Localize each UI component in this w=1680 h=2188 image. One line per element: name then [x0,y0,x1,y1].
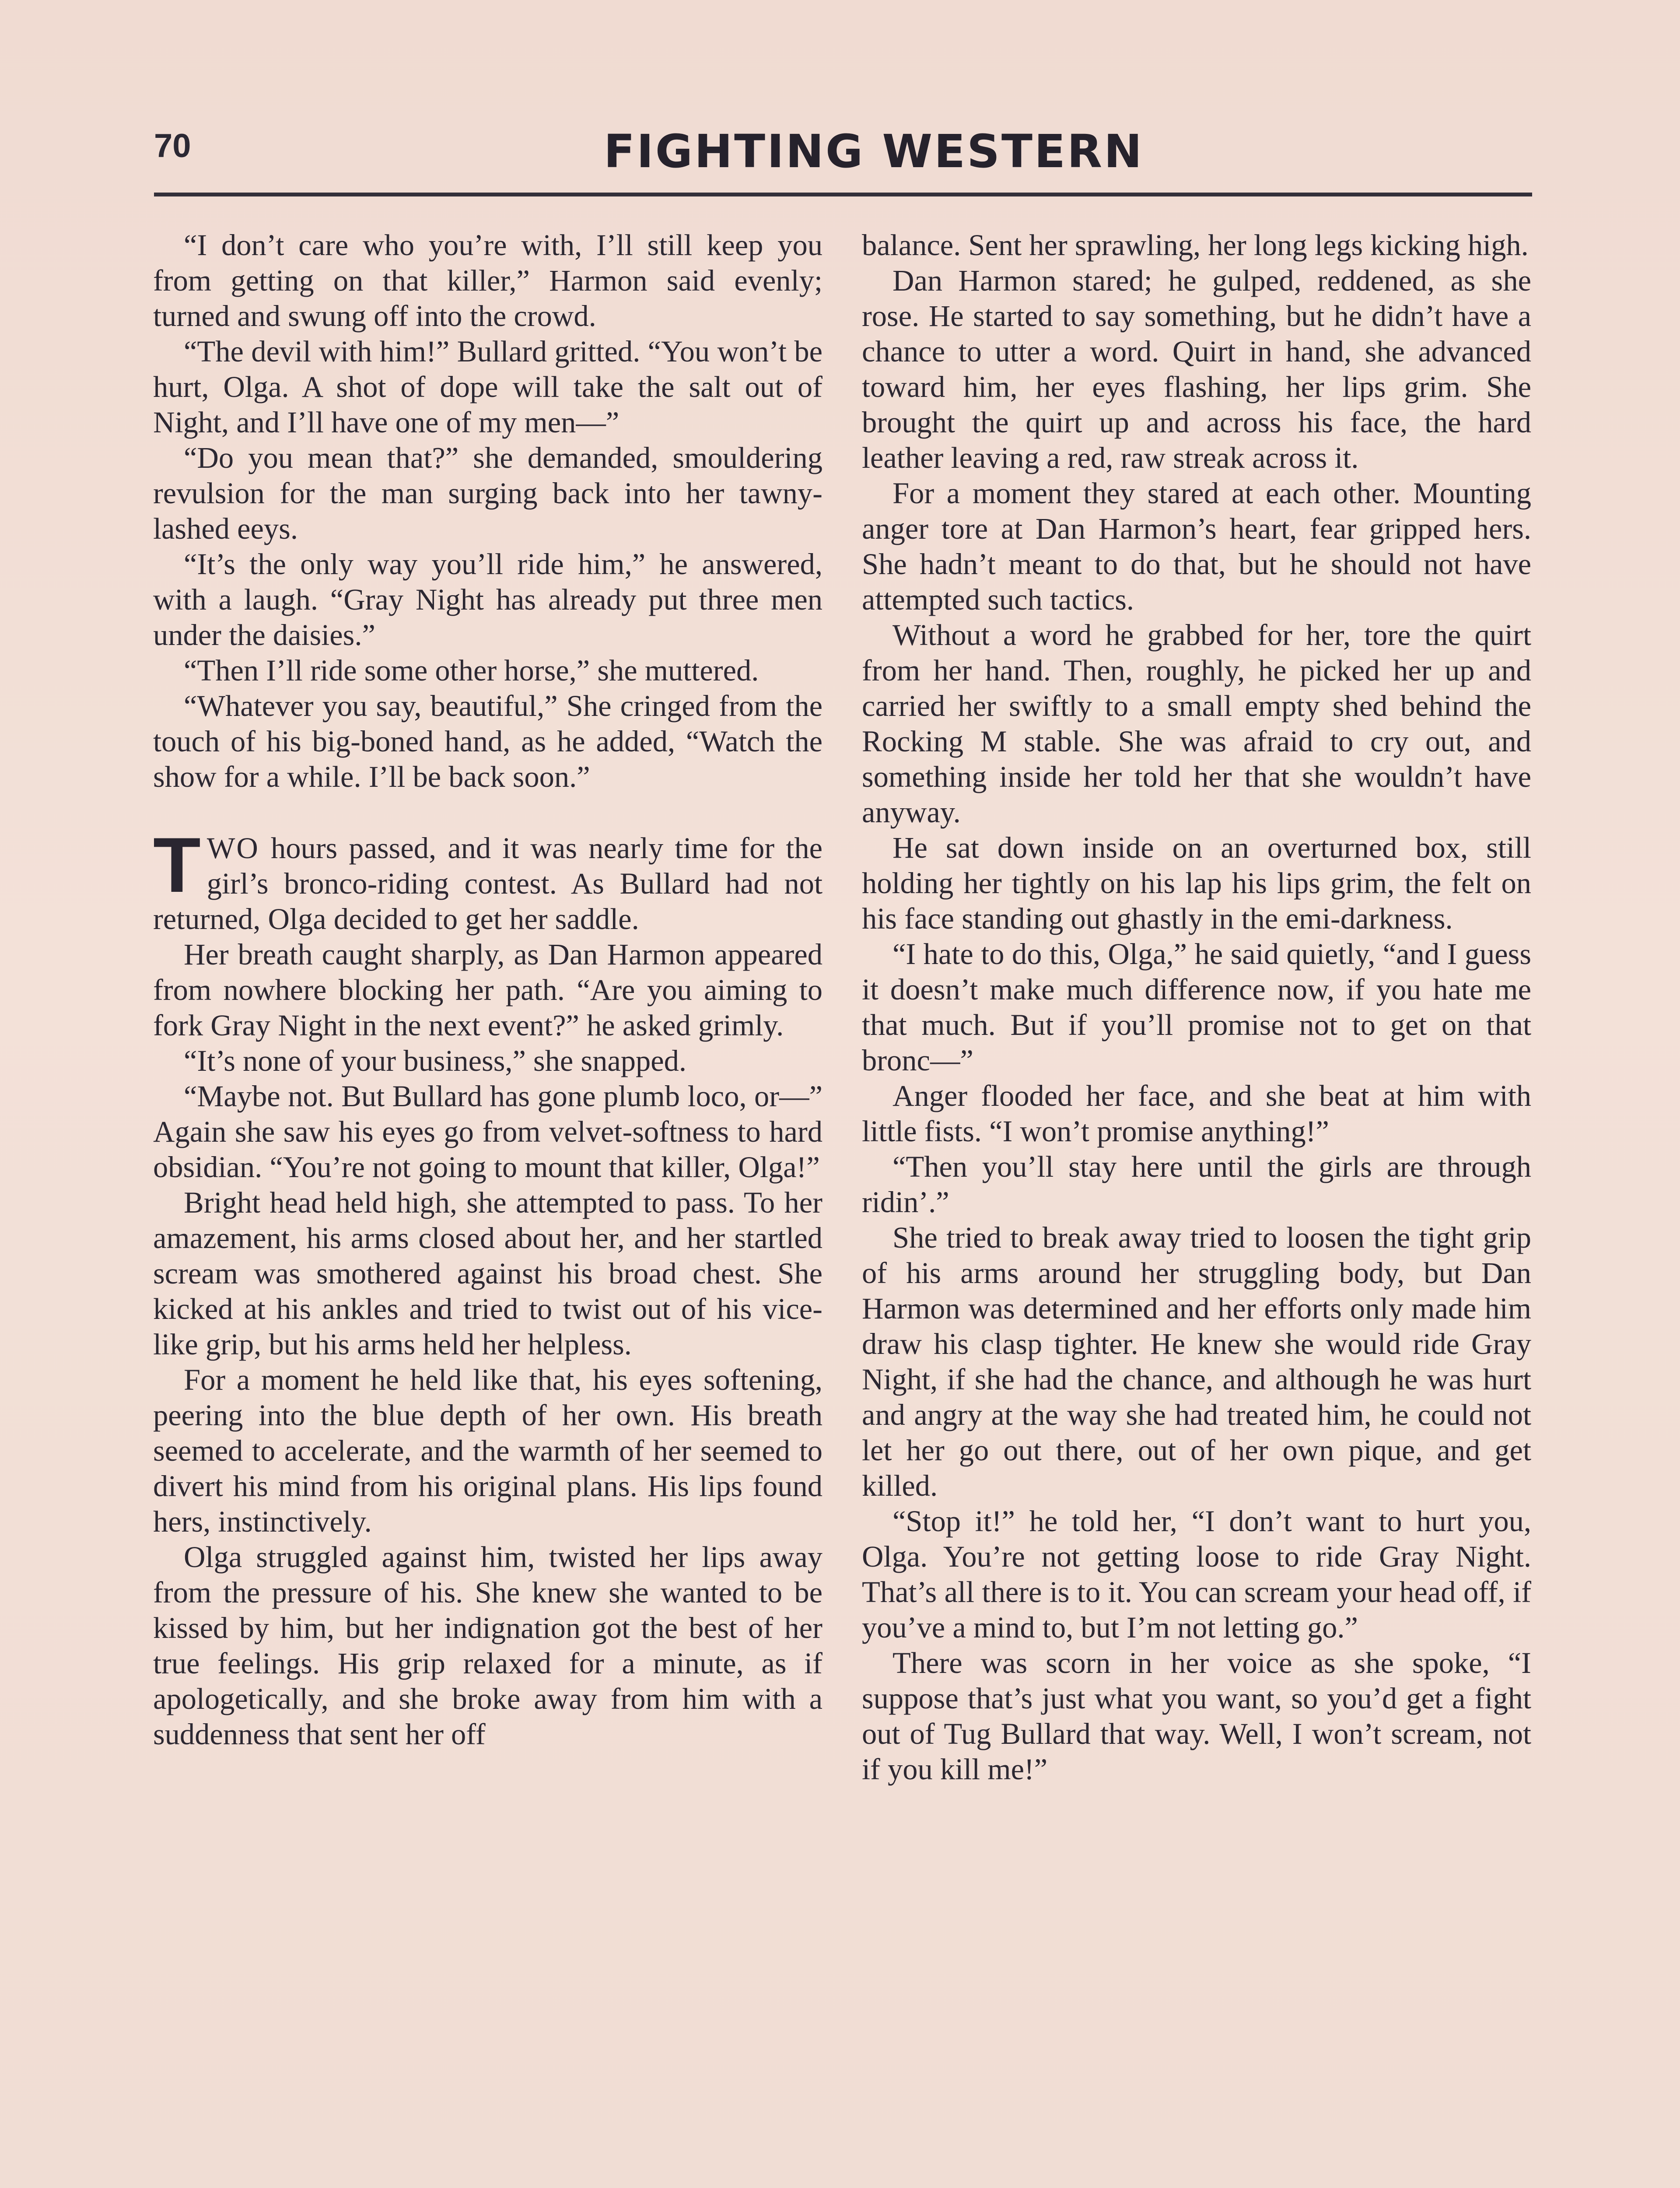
paragraph: “Whatever you say, beautiful,” She cringed from the touch of his big-boned hand, as he added, “Watch the show for a while. I’ll be back soon.” [153,689,822,793]
paragraph: “Stop it!” he told her, “I don’t want to hurt you, Olga. You’re not getting loose to ride Gray Night. That’s all there is to it. You can scream your head off, if you’ve a mind to, but I’m not letting go.” [862,1504,1531,1644]
paragraph: Bright head held high, she attempted to pass. To her amazement, his arms closed about her, and her startled scream was smothered against his broad chest. She kicked at his ankles and tried to twist out of his vice-like grip, but his arms held her helpless. [153,1186,822,1361]
paragraph: Without a word he grabbed for her, tore the quirt from her hand. Then, roughly, he picked her up and carried her swiftly to a small empty shed behind the Rocking M stable. She was afraid to cry out, and something inside her told her that she wouldn’t have anyway. [862,618,1531,829]
paragraph: She tried to break away tried to loosen the tight grip of his arms around her struggling body, but Dan Harmon was determined and her efforts only made him draw his clasp tighter. He knew she would ride Gray Night, if she had the chance, and although he was hurt and angry at the way she had treated him, he could not let her go out there, out of her own pique, and get killed. [862,1221,1531,1502]
left-column [153,228,822,1752]
paragraph: “Then you’ll stay here until the girls are through ridin’.” [862,1150,1531,1219]
paragraph: “Do you mean that?” she demanded, smouldering revulsion for the man surging back into her tawny-lashed eeys. [153,441,822,545]
right-column [862,228,1531,1787]
paragraph: “Then I’ll ride some other horse,” she muttered. [184,654,759,687]
small-caps-lead: WO [206,831,259,865]
header-rule [154,193,1532,196]
paragraph: “It’s none of your business,” she snapped. [184,1044,687,1077]
paragraph: Olga struggled against him, twisted her lips away from the pressure of his. She knew she wanted to be kissed by him, but her indignation got the best of her true feelings. His grip relaxed for a minute, as if apologetically, and she broke away from him with a suddenness that sent her off [153,1540,822,1751]
drop-cap: T [153,821,201,908]
section-opening-text: hours passed, and it was nearly time for the girl’s bronco-riding contest. As Bullard had not returned, Olga decided to get her saddle. [153,831,822,936]
paragraph: He sat down inside on an overturned box, still holding her tightly on his lap his lips grim, the felt on his face standing out ghastly in the emi-darkness. [862,831,1531,935]
page-number: 70 [154,127,191,165]
running-title: FIGHTING WESTERN [604,125,1144,178]
paragraph: “I don’t care who you’re with, I’ll still keep you from getting on that killer,” Harmon said evenly; turned and swung off into the crowd. [153,228,822,333]
paragraph: Anger flooded her face, and she beat at him with little fists. “I won’t promise anything!” [862,1079,1531,1148]
paragraph: For a moment they stared at each other. Mounting anger tore at Dan Harmon’s heart, fear gripped hers. She hadn’t meant to do that, but he should not have attempted such tactics. [862,477,1531,616]
paragraph: “Maybe not. But Bullard has gone plumb loco, or—” Again she saw his eyes go from velvet-softness to hard obsidian. “You’re not going to mount that killer, Olga!” [153,1080,822,1184]
paragraph: “The devil with him!” Bullard gritted. “You won’t be hurt, Olga. A shot of dope will take the salt out of Night, and I’ll have one of my men—” [153,335,822,439]
paragraph: There was scorn in her voice as she spoke, “I suppose that’s just what you want, so you’d get a fight out of Tug Bullard that way. Well, I won’t scream, not if you kill me!” [862,1646,1531,1786]
section-opening-paragraph [153,821,822,937]
paragraph: “It’s the only way you’ll ride him,” he answered, with a laugh. “Gray Night has already put three men under the daisies.” [153,547,822,652]
paragraph: Her breath caught sharply, as Dan Harmon appeared from nowhere blocking her path. “Are you aiming to fork Gray Night in the next event?” he asked grimly. [153,938,822,1042]
paragraph: For a moment he held like that, his eyes softening, peering into the blue depth of her own. His breath seemed to accelerate, and the warmth of her seemed to divert his mind from his original plans. His lips found hers, instinctively. [153,1363,822,1538]
paragraph: Dan Harmon stared; he gulped, reddened, as she rose. He started to say something, but he didn’t have a chance to utter a word. Quirt in hand, she advanced toward him, her eyes flashing, her lips grim. She brought the quirt up and across his face, the hard leather leaving a red, raw streak across it. [862,264,1531,474]
continued-paragraph: balance. Sent her sprawling, her long legs kicking high. [862,228,1529,262]
paragraph: “I hate to do this, Olga,” he said quietly, “and I guess it doesn’t make much difference now, if you hate me that much. But if you’ll promise not to get on that bronc—” [862,937,1531,1077]
